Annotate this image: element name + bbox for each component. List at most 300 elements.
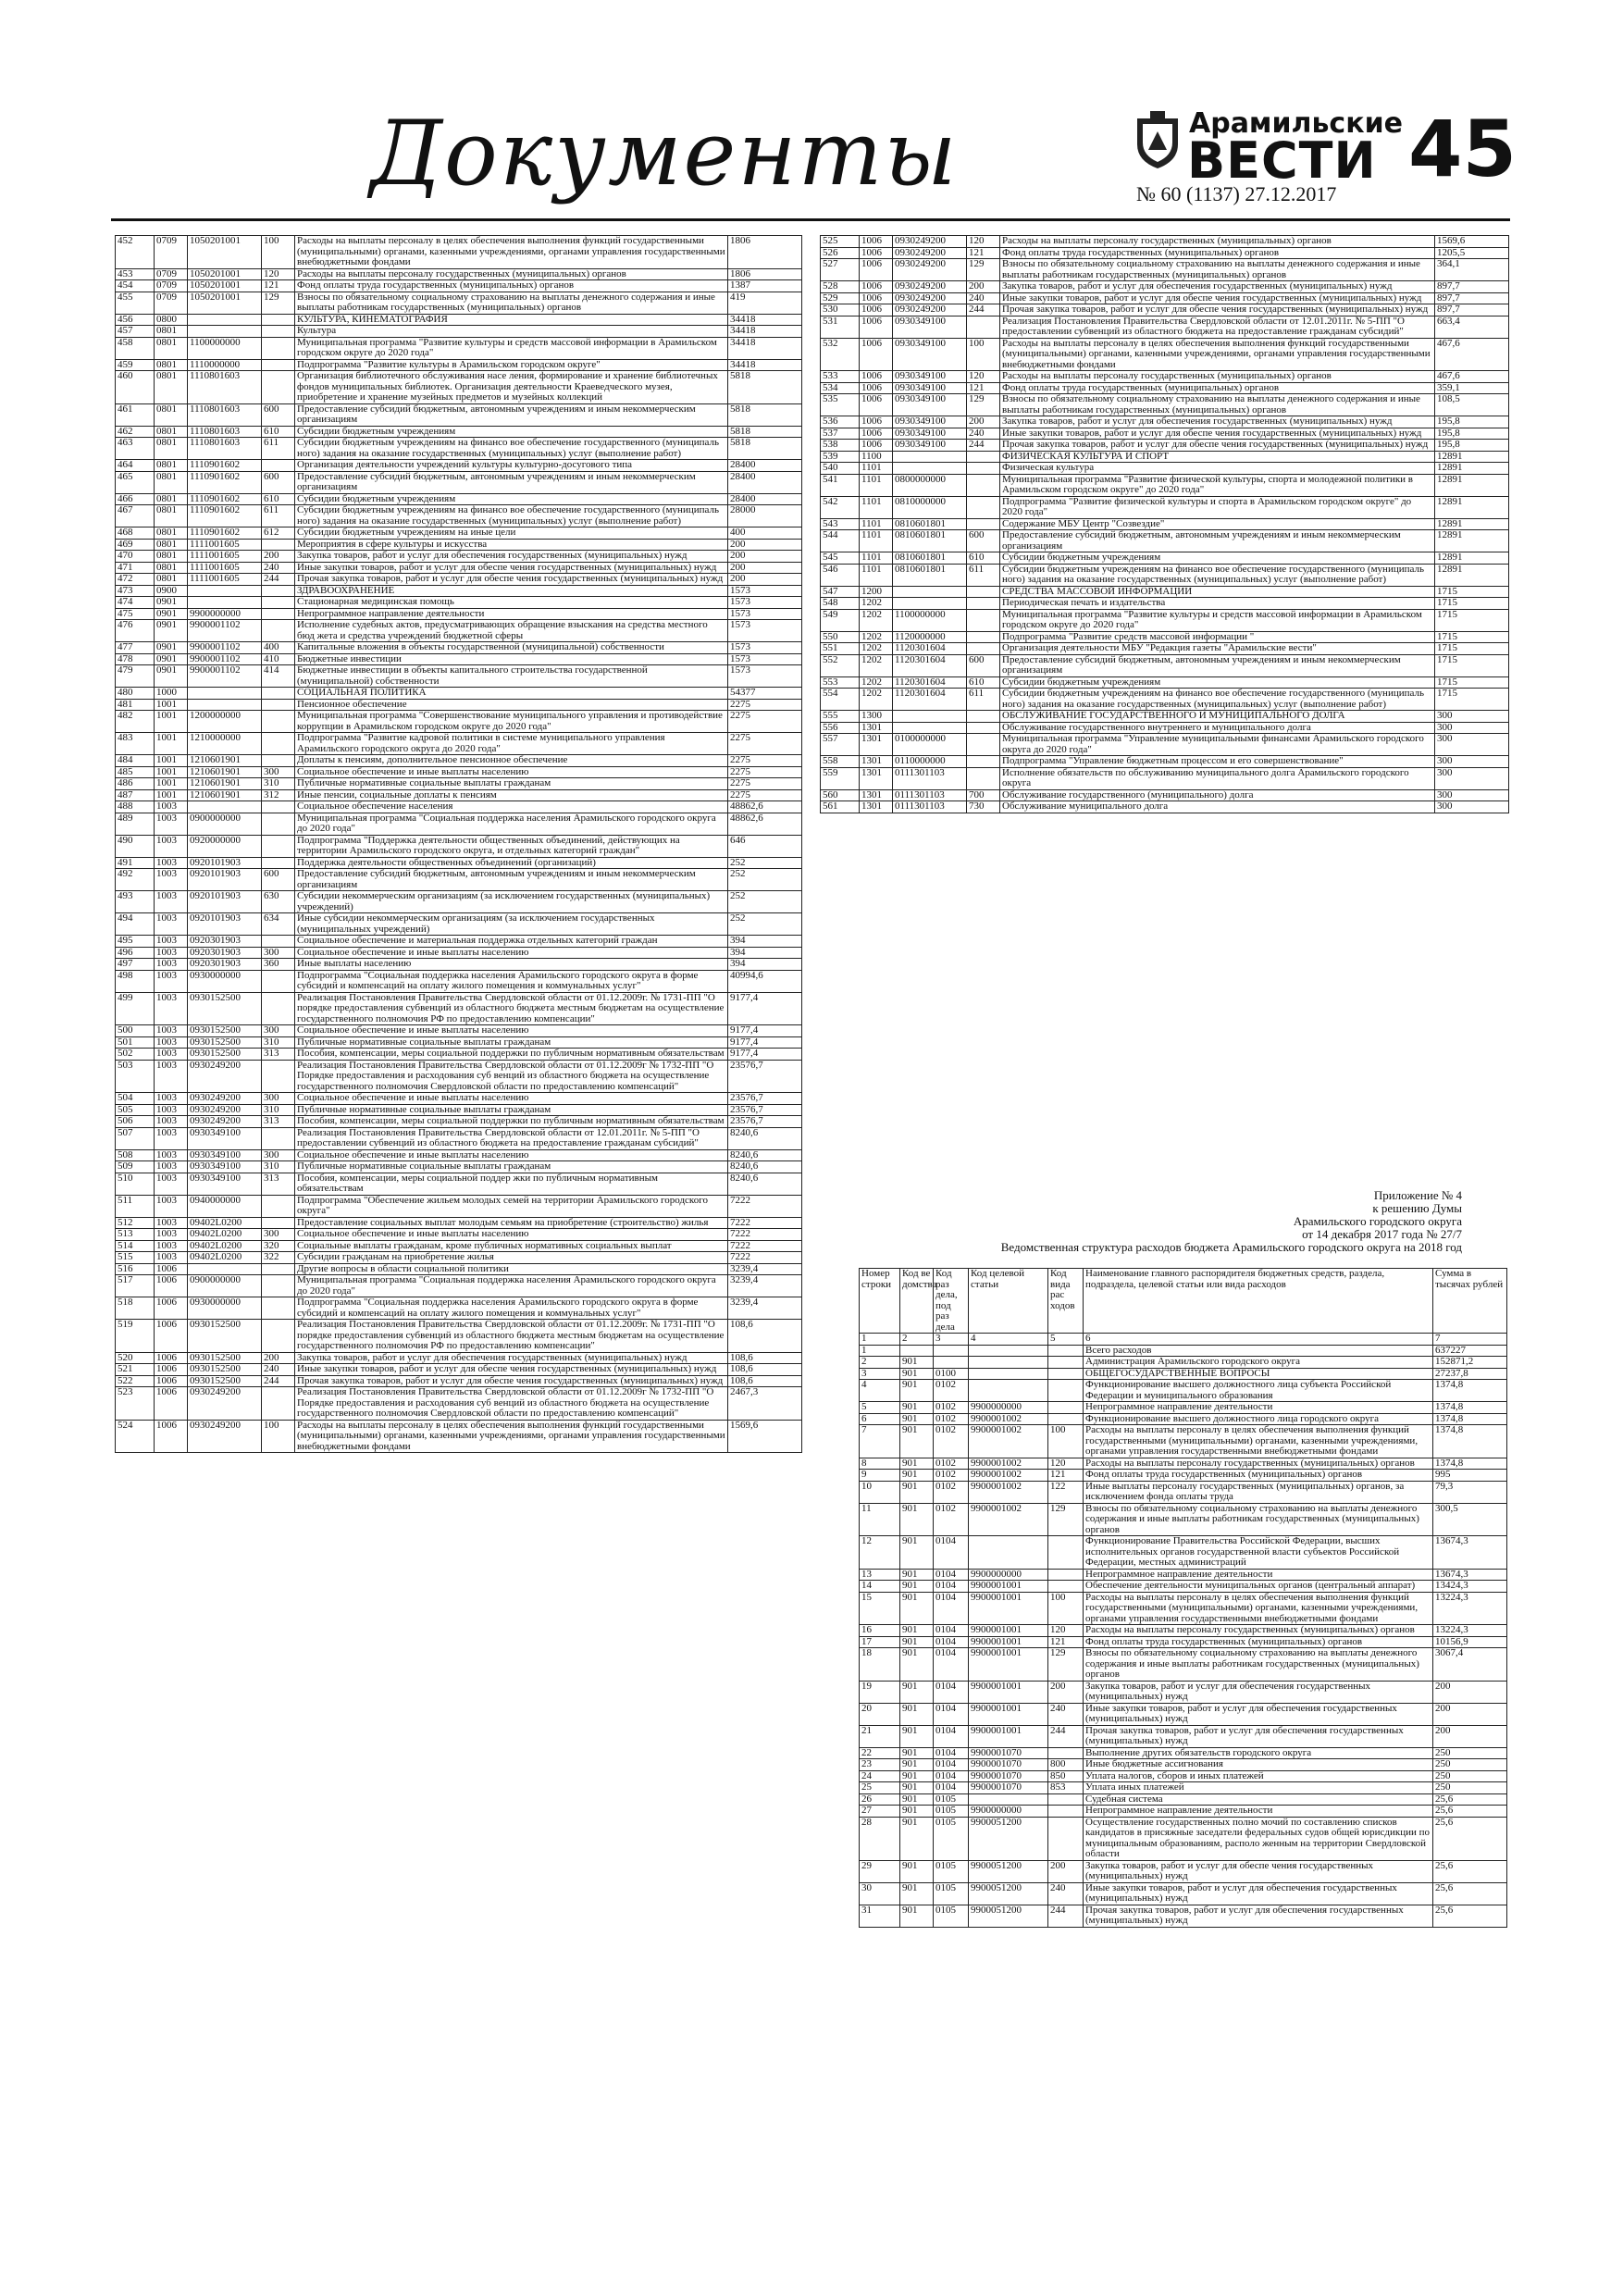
table-row bbox=[116, 947, 802, 959]
table-cell: 200 bbox=[1048, 1860, 1084, 1882]
table-cell: 12891 bbox=[1435, 474, 1509, 496]
table-cell: 419 bbox=[728, 292, 802, 314]
table-cell bbox=[262, 733, 295, 755]
table-cell: 514 bbox=[116, 1240, 155, 1252]
table-cell: 244 bbox=[1048, 1905, 1084, 1927]
table-cell: 487 bbox=[116, 789, 155, 801]
table-cell: 901 bbox=[900, 1357, 934, 1369]
table-cell: 0930349100 bbox=[188, 1127, 262, 1149]
table-cell bbox=[967, 756, 1000, 768]
table-row bbox=[116, 1149, 802, 1161]
table-cell: Подпрограмма "Развитие средств массовой информации " bbox=[1000, 631, 1435, 643]
table-row bbox=[860, 1380, 1507, 1402]
table-cell: 1101 bbox=[860, 552, 893, 565]
table-cell: 9900001002 bbox=[969, 1481, 1048, 1503]
table-cell: 0709 bbox=[155, 268, 188, 280]
table-cell: 1200 bbox=[860, 586, 893, 598]
table-cell: 901 bbox=[900, 1782, 934, 1794]
table-cell: 1003 bbox=[155, 835, 188, 857]
table-cell bbox=[900, 1345, 934, 1357]
table-cell: 529 bbox=[821, 292, 860, 304]
appendix-line-2: к решению Думы bbox=[1372, 1201, 1462, 1215]
table-cell: 320 bbox=[262, 1240, 295, 1252]
table-cell bbox=[1048, 1793, 1084, 1806]
table-cell: Прочая закупка товаров, работ и услуг для обеспечения государственных (муниципальных) нужд bbox=[1084, 1905, 1433, 1927]
table-cell: 540 bbox=[821, 463, 860, 475]
table-cell: 483 bbox=[116, 733, 155, 755]
table-cell: 12891 bbox=[1435, 451, 1509, 463]
table-cell: 300 bbox=[262, 1093, 295, 1105]
table-row bbox=[116, 493, 802, 505]
table-cell: 556 bbox=[821, 722, 860, 734]
table-cell bbox=[262, 1217, 295, 1229]
table-cell: 414 bbox=[262, 665, 295, 688]
table-cell: Расходы на выплаты персоналу государственных (муниципальных) органов bbox=[295, 268, 728, 280]
table-row bbox=[116, 574, 802, 586]
table-cell: 901 bbox=[900, 1817, 934, 1860]
table-cell: 0105 bbox=[934, 1806, 969, 1818]
table-cell: 479 bbox=[116, 665, 155, 688]
table-cell bbox=[1048, 1536, 1084, 1570]
table-row bbox=[116, 1036, 802, 1049]
table-cell: 0801 bbox=[155, 574, 188, 586]
table-cell: 0930349100 bbox=[893, 338, 967, 371]
table-cell: Расходы на выплаты персоналу в целях обеспечения выполнения функций государственными (муниципальными) органами, казенными учреждениями, органами управления государственными внебюджетными фондами bbox=[1000, 338, 1435, 371]
table-cell: 0810601801 bbox=[893, 518, 967, 530]
table-cell: 2275 bbox=[728, 766, 802, 778]
table-cell: 9900051200 bbox=[969, 1882, 1048, 1905]
table-cell: 457 bbox=[116, 326, 155, 338]
table-cell: 300 bbox=[262, 1149, 295, 1161]
table-cell: 528 bbox=[821, 281, 860, 293]
table-row bbox=[116, 813, 802, 835]
table-cell: 0901 bbox=[155, 608, 188, 620]
table-cell: 120 bbox=[1048, 1625, 1084, 1637]
table-cell bbox=[262, 936, 295, 948]
table-cell: Публичные нормативные социальные выплаты гражданам bbox=[295, 1036, 728, 1049]
table-cell: Подпрограмма "Управление бюджетным процессом и его совершенствование" bbox=[1000, 756, 1435, 768]
column-number: 2 bbox=[900, 1334, 934, 1346]
table-cell: 1210601901 bbox=[188, 766, 262, 778]
table-cell bbox=[188, 326, 262, 338]
table-cell bbox=[934, 1345, 969, 1357]
table-cell: 0930249200 bbox=[188, 1116, 262, 1128]
table-cell: 0930152500 bbox=[188, 1036, 262, 1049]
table-cell: 2275 bbox=[728, 789, 802, 801]
table-cell: 300 bbox=[262, 1229, 295, 1241]
table-cell: 200 bbox=[728, 574, 802, 586]
table-cell: Реализация Постановления Правительства Свердловской области от 12.01.2011г. № 5-ПП "О предоставлении субвенций из областного бюджета на предоставление гражданам субсидий" bbox=[1000, 316, 1435, 338]
table-cell: 0901 bbox=[155, 642, 188, 654]
table-cell: Реализация Постановления Правительства Свердловской области от 01.12.2009г. № 1731-ПП "О порядке предоставления субвенций из областного бюджета местным бюджетам на осуществление государственного полномочия РФ по предоставлению компенсации" bbox=[295, 992, 728, 1025]
table-cell: Бюджетные инвестиции в объекты капитального строительства государственной (муниципальной) собственности bbox=[295, 665, 728, 688]
table-cell bbox=[188, 699, 262, 711]
table-cell: 1006 bbox=[155, 1375, 188, 1387]
table-row bbox=[860, 1581, 1507, 1593]
table-cell: Расходы на выплаты персоналу в целях обеспечения выполнения функций государственными (муниципальными) органами, казенными учреждениями, органами управления государственными внебюджетными фондами bbox=[295, 1420, 728, 1453]
table-cell: 300 bbox=[262, 947, 295, 959]
table-cell: 23576,7 bbox=[728, 1093, 802, 1105]
table-cell: Предоставление субсидий бюджетным, автономным учреждениям и иным некоммерческим организациям bbox=[295, 403, 728, 426]
table-cell: 9900051200 bbox=[969, 1817, 1048, 1860]
table-cell bbox=[262, 1060, 295, 1093]
table-cell: 100 bbox=[262, 1420, 295, 1453]
table-cell bbox=[262, 813, 295, 835]
table-cell: Взносы по обязательному социальному страхованию на выплаты денежного содержания и иные выплаты работникам государственных (муниципальных) органов bbox=[1000, 259, 1435, 281]
table-cell: 477 bbox=[116, 642, 155, 654]
table-cell: 0901 bbox=[155, 665, 188, 688]
table-cell bbox=[893, 598, 967, 610]
table-cell: Реализация Постановления Правительства Свердловской области от 01.12.2009г. № 1731-ПП "О порядке предоставления субвенций из областного бюджета местным бюджетам на осуществление государственного полномочия РФ по предоставлению компенсации" bbox=[295, 1320, 728, 1353]
table-cell: 1003 bbox=[155, 1229, 188, 1241]
table-row bbox=[821, 586, 1509, 598]
table-cell: 12891 bbox=[1435, 496, 1509, 518]
table-cell: 1120301604 bbox=[893, 676, 967, 689]
table-cell: 0104 bbox=[934, 1782, 969, 1794]
table-cell: 1374,8 bbox=[1433, 1413, 1507, 1425]
table-cell: 40994,6 bbox=[728, 970, 802, 992]
coat-of-arms-icon bbox=[1134, 109, 1182, 170]
table-cell: 9 bbox=[860, 1470, 900, 1482]
table-cell: 09402L0200 bbox=[188, 1217, 262, 1229]
table-cell: 499 bbox=[116, 992, 155, 1025]
table-cell: Прочая закупка товаров, работ и услуг для обеспе чения государственных (муниципальных) нужд bbox=[295, 1375, 728, 1387]
table-cell: Выполнение других обязательств городского округа bbox=[1084, 1747, 1433, 1759]
table-cell: 23576,7 bbox=[728, 1116, 802, 1128]
table-cell: 1715 bbox=[1435, 654, 1509, 676]
table-cell: 310 bbox=[262, 1104, 295, 1116]
table-cell: 523 bbox=[116, 1387, 155, 1421]
table-cell: 1110901602 bbox=[188, 460, 262, 472]
table-row bbox=[116, 597, 802, 609]
table-cell: 1003 bbox=[155, 936, 188, 948]
table-row bbox=[116, 326, 802, 338]
table-cell: 1120301604 bbox=[893, 689, 967, 711]
table-row bbox=[116, 539, 802, 551]
table-cell: Предоставление субсидий бюджетным, автономным учреждениям и иным некоммерческим организациям bbox=[1000, 530, 1435, 552]
table-row bbox=[116, 992, 802, 1025]
table-cell: 108,6 bbox=[728, 1320, 802, 1353]
table-cell: 1003 bbox=[155, 801, 188, 813]
table-cell bbox=[262, 539, 295, 551]
table-cell: Закупка товаров, работ и услуг для обеспечения государственных (муниципальных) нужд bbox=[1000, 281, 1435, 293]
table-cell: 0900000000 bbox=[188, 813, 262, 835]
table-cell: 300 bbox=[1435, 767, 1509, 789]
table-cell: 1374,8 bbox=[1433, 1402, 1507, 1414]
table-cell: 300 bbox=[1435, 801, 1509, 813]
table-cell: 1100 bbox=[860, 451, 893, 463]
table-cell bbox=[262, 970, 295, 992]
table-cell: 0930000000 bbox=[188, 1297, 262, 1320]
table-cell: 200 bbox=[262, 551, 295, 563]
table-cell: 13 bbox=[860, 1569, 900, 1581]
table-row bbox=[821, 734, 1509, 756]
table-cell: 9900001002 bbox=[969, 1458, 1048, 1470]
table-cell: 313 bbox=[262, 1049, 295, 1061]
table-cell: 240 bbox=[1048, 1703, 1084, 1725]
table-cell: 1202 bbox=[860, 689, 893, 711]
table-cell: 610 bbox=[967, 552, 1000, 565]
table-cell: 1111001605 bbox=[188, 574, 262, 586]
table-row bbox=[821, 609, 1509, 631]
table-cell: 466 bbox=[116, 493, 155, 505]
table-row bbox=[860, 1747, 1507, 1759]
table-row bbox=[116, 236, 802, 269]
table-cell: 0709 bbox=[155, 280, 188, 292]
table-cell: Физическая культура bbox=[1000, 463, 1435, 475]
table-cell bbox=[934, 1357, 969, 1369]
table-cell: 9900051200 bbox=[969, 1860, 1048, 1882]
table-cell: 9900001002 bbox=[969, 1470, 1048, 1482]
table-cell: 1573 bbox=[728, 642, 802, 654]
table-cell: 15 bbox=[860, 1592, 900, 1625]
table-cell: 901 bbox=[900, 1648, 934, 1682]
table-cell: 394 bbox=[728, 947, 802, 959]
table-row bbox=[860, 1806, 1507, 1818]
table-cell: 394 bbox=[728, 936, 802, 948]
column-header: Код целевой статьи bbox=[969, 1269, 1048, 1334]
table-cell: 7222 bbox=[728, 1252, 802, 1264]
table-cell: 1050201001 bbox=[188, 292, 262, 314]
table-cell: Субсидии бюджетным учреждениям bbox=[295, 426, 728, 438]
table-row bbox=[860, 1817, 1507, 1860]
table-cell: Расходы на выплаты персоналу государственных (муниципальных) органов bbox=[1000, 236, 1435, 248]
table-cell: 200 bbox=[1433, 1725, 1507, 1747]
column-header: Код раз дела, под раз дела bbox=[934, 1269, 969, 1334]
table-cell: 502 bbox=[116, 1049, 155, 1061]
table-cell: 0104 bbox=[934, 1681, 969, 1703]
table-cell: 29 bbox=[860, 1860, 900, 1882]
table-cell: 630 bbox=[262, 891, 295, 913]
table-cell: 0930349100 bbox=[188, 1173, 262, 1195]
table-row bbox=[116, 869, 802, 891]
table-cell: 534 bbox=[821, 382, 860, 394]
table-row bbox=[821, 259, 1509, 281]
table-cell bbox=[1048, 1357, 1084, 1369]
table-cell: 0104 bbox=[934, 1592, 969, 1625]
table-cell: 250 bbox=[1433, 1747, 1507, 1759]
table-cell: 1003 bbox=[155, 947, 188, 959]
table-row bbox=[116, 1240, 802, 1252]
table-cell: 901 bbox=[900, 1759, 934, 1771]
table-cell: 1006 bbox=[860, 304, 893, 316]
table-cell: Муниципальная программа "Развитие физической культуры, спорта и молодежной политики в Арамильском городском округе" до 2020 года" bbox=[1000, 474, 1435, 496]
table-cell: 1003 bbox=[155, 1195, 188, 1217]
table-cell: 1200000000 bbox=[188, 711, 262, 733]
table-cell: 485 bbox=[116, 766, 155, 778]
table-cell: 901 bbox=[900, 1458, 934, 1470]
table-cell: Непрограммное направление деятельности bbox=[295, 608, 728, 620]
table-cell: 1210601901 bbox=[188, 789, 262, 801]
table-cell bbox=[262, 699, 295, 711]
table-cell: Иные закупки товаров, работ и услуг для обеспе чения государственных (муниципальных) нужд bbox=[1000, 292, 1435, 304]
table-cell: 454 bbox=[116, 280, 155, 292]
table-cell: 7222 bbox=[728, 1195, 802, 1217]
table-cell: Предоставление субсидий бюджетным, автономным учреждениям и иным некоммерческим организациям bbox=[295, 869, 728, 891]
table-cell: 482 bbox=[116, 711, 155, 733]
table-row bbox=[116, 292, 802, 314]
table-cell: Подпрограмма "Социальная поддержка населения Арамильского городского округа в форме субсидий и компенсаций на оплату жилого помещения и коммунальных услуг" bbox=[295, 1297, 728, 1320]
table-cell bbox=[969, 1793, 1048, 1806]
column-header: Наименование главного распорядителя бюджетных средств, раздела, подраздела, целевой статьи или вида расходов bbox=[1084, 1269, 1433, 1334]
table-cell: 244 bbox=[1048, 1725, 1084, 1747]
table-row bbox=[116, 371, 802, 404]
table-cell: 0102 bbox=[934, 1481, 969, 1503]
table-cell: 1003 bbox=[155, 1036, 188, 1049]
table-cell bbox=[1048, 1380, 1084, 1402]
table-cell: 730 bbox=[967, 801, 1000, 813]
table-row bbox=[116, 1275, 802, 1297]
table-cell: 462 bbox=[116, 426, 155, 438]
table-cell: 1100000000 bbox=[188, 337, 262, 359]
table-cell: Закупка товаров, работ и услуг для обеспечения государственных (муниципальных) нужд bbox=[1084, 1681, 1433, 1703]
table-cell: 498 bbox=[116, 970, 155, 992]
table-row bbox=[116, 1364, 802, 1376]
table-cell: Расходы на выплаты персоналу государственных (муниципальных) органов bbox=[1000, 371, 1435, 383]
paper-name-top: Арамильские bbox=[1189, 107, 1403, 140]
table-cell bbox=[1048, 1817, 1084, 1860]
table-cell: Закупка товаров, работ и услуг для обеспе чения государственных (муниципальных) нужд bbox=[1084, 1860, 1433, 1882]
table-cell bbox=[262, 857, 295, 869]
table-cell: 9900001001 bbox=[969, 1681, 1048, 1703]
table-cell: 300 bbox=[1435, 756, 1509, 768]
table-cell bbox=[262, 992, 295, 1025]
table-row bbox=[821, 598, 1509, 610]
table-cell: 611 bbox=[967, 564, 1000, 586]
table-cell: 1110801603 bbox=[188, 426, 262, 438]
table-cell: 901 bbox=[900, 1703, 934, 1725]
table-cell: 0920000000 bbox=[188, 835, 262, 857]
table-cell: 455 bbox=[116, 292, 155, 314]
table-cell: 0920301903 bbox=[188, 947, 262, 959]
table-cell: 0810601801 bbox=[893, 564, 967, 586]
table-row bbox=[116, 733, 802, 755]
table-cell bbox=[188, 597, 262, 609]
table-cell: 0102 bbox=[934, 1402, 969, 1414]
table-cell: 108,6 bbox=[728, 1375, 802, 1387]
table-cell: 0105 bbox=[934, 1817, 969, 1860]
table-cell: 1300 bbox=[860, 711, 893, 723]
table-cell: 27237,8 bbox=[1433, 1368, 1507, 1380]
table-cell: 504 bbox=[116, 1093, 155, 1105]
table-cell: 240 bbox=[262, 1364, 295, 1376]
table-cell bbox=[967, 463, 1000, 475]
table-cell: 901 bbox=[900, 1470, 934, 1482]
table-cell: 1210601901 bbox=[188, 755, 262, 767]
table-cell: 2467,3 bbox=[728, 1387, 802, 1421]
table-cell bbox=[967, 609, 1000, 631]
table-cell: 1573 bbox=[728, 597, 802, 609]
table-cell bbox=[262, 1297, 295, 1320]
table-cell: 100 bbox=[1048, 1592, 1084, 1625]
table-cell: 129 bbox=[1048, 1648, 1084, 1682]
table-cell: 3067,4 bbox=[1433, 1648, 1507, 1682]
table-cell: Социальное обеспечение населения bbox=[295, 801, 728, 813]
table-cell: 0930249200 bbox=[893, 304, 967, 316]
table-cell: 552 bbox=[821, 654, 860, 676]
table-cell: Иные бюджетные ассигнования bbox=[1084, 1759, 1433, 1771]
table-cell: 526 bbox=[821, 247, 860, 259]
table-cell: 610 bbox=[967, 676, 1000, 689]
table-header-row bbox=[860, 1269, 1507, 1334]
table-cell bbox=[262, 835, 295, 857]
table-cell: 30 bbox=[860, 1882, 900, 1905]
table-cell: 1715 bbox=[1435, 643, 1509, 655]
table-cell: 26 bbox=[860, 1793, 900, 1806]
table-cell: 7222 bbox=[728, 1217, 802, 1229]
table-cell: 0104 bbox=[934, 1759, 969, 1771]
table-cell: 481 bbox=[116, 699, 155, 711]
table-cell: 495 bbox=[116, 936, 155, 948]
table-cell: Капитальные вложения в объекты государственной (муниципальной) собственности bbox=[295, 642, 728, 654]
table-cell: 500 bbox=[116, 1025, 155, 1037]
table-row bbox=[116, 1104, 802, 1116]
table-cell: 1110801603 bbox=[188, 371, 262, 404]
table-cell: 0102 bbox=[934, 1425, 969, 1458]
column-number: 4 bbox=[969, 1334, 1048, 1346]
table-cell: 5818 bbox=[728, 426, 802, 438]
table-cell: 0111301103 bbox=[893, 801, 967, 813]
appendix-line-4: от 14 декабря 2017 года № 27/7 bbox=[1302, 1227, 1462, 1241]
table-cell: 9900000000 bbox=[969, 1569, 1048, 1581]
table-row bbox=[116, 337, 802, 359]
table-cell: 0930000000 bbox=[188, 970, 262, 992]
table-cell: 1301 bbox=[860, 734, 893, 756]
table-cell bbox=[262, 359, 295, 371]
table-row bbox=[116, 551, 802, 563]
table-cell: 510 bbox=[116, 1173, 155, 1195]
table-cell: 12891 bbox=[1435, 564, 1509, 586]
table-row bbox=[116, 857, 802, 869]
table-row bbox=[860, 1636, 1507, 1648]
table-cell: 0930249200 bbox=[188, 1104, 262, 1116]
table-row bbox=[116, 585, 802, 597]
table-cell: 28400 bbox=[728, 460, 802, 472]
table-cell: Функционирование высшего должностного лица субъекта Российской Федерации и муниципального образования bbox=[1084, 1380, 1433, 1402]
table-cell: 25,6 bbox=[1433, 1905, 1507, 1927]
table-cell: Поддержка деятельности общественных объединений (организаций) bbox=[295, 857, 728, 869]
table-row bbox=[116, 562, 802, 574]
table-cell: 1210000000 bbox=[188, 733, 262, 755]
table-row bbox=[821, 564, 1509, 586]
table-row bbox=[860, 1725, 1507, 1747]
table-cell: Муниципальная программа "Развитие культуры и средств массовой информации в Арамильском городском округе до 2020 года" bbox=[1000, 609, 1435, 631]
table-cell: 524 bbox=[116, 1420, 155, 1453]
table-row bbox=[116, 1060, 802, 1093]
paper-name-main: ВЕСТИ bbox=[1187, 131, 1377, 190]
table-cell: 464 bbox=[116, 460, 155, 472]
table-cell: Социальное обеспечение и иные выплаты населению bbox=[295, 1025, 728, 1037]
table-cell bbox=[262, 1195, 295, 1217]
table-cell: 467,6 bbox=[1435, 371, 1509, 383]
table-cell: 0810601801 bbox=[893, 530, 967, 552]
table-cell: Культура bbox=[295, 326, 728, 338]
table-cell: 1000 bbox=[155, 688, 188, 700]
table-cell: Обслуживание государственного (муниципального) долга bbox=[1000, 789, 1435, 801]
table-cell: 9177,4 bbox=[728, 1036, 802, 1049]
table-cell: 901 bbox=[900, 1581, 934, 1593]
table-cell: 1006 bbox=[155, 1275, 188, 1297]
table-cell: 0801 bbox=[155, 493, 188, 505]
table-cell bbox=[967, 722, 1000, 734]
column-number: 7 bbox=[1433, 1334, 1507, 1346]
table-cell: 536 bbox=[821, 416, 860, 428]
table-cell: 1006 bbox=[155, 1420, 188, 1453]
table-cell: 521 bbox=[116, 1364, 155, 1376]
table-cell: ОБСЛУЖИВАНИЕ ГОСУДАРСТВЕННОГО И МУНИЦИПАЛЬНОГО ДОЛГА bbox=[1000, 711, 1435, 723]
table-cell: 1573 bbox=[728, 653, 802, 665]
table-cell: 0110000000 bbox=[893, 756, 967, 768]
